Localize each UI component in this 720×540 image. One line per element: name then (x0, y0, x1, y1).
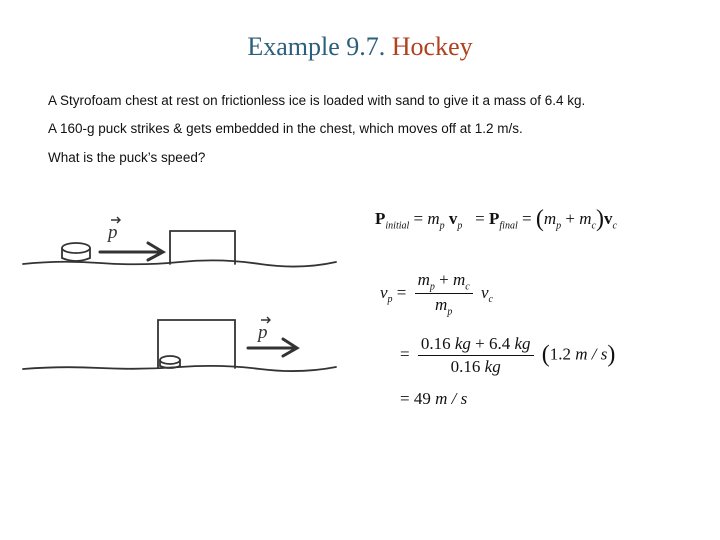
puck-before (62, 243, 90, 253)
problem-line-3: What is the puck’s speed? (48, 150, 206, 165)
problem-line-1: A Styrofoam chest at rest on frictionless ice is loaded with sand to give it a mass of 6.4 kg. (48, 93, 586, 108)
equation-solve-for-vp: $v_p$ = $\frac{m_p + m_c}{m_p}$ $v_c$ (380, 270, 493, 318)
puck-after (160, 356, 180, 364)
fraction-masses: $\frac{m_p + m_c}{m_p}$ (415, 270, 473, 318)
chest-after (158, 320, 235, 368)
momentum-label-before: p (108, 222, 118, 243)
momentum-arrow-before (100, 243, 163, 260)
equation-result: = 49 m / s (400, 389, 468, 408)
equation-substitution: = $\frac{0.16 kg + 6.4 kg}{0.16 kg}$ (1.2 m / s) (400, 334, 616, 376)
collision-sketch (20, 200, 340, 380)
fraction-values: $\frac{0.16 kg + 6.4 kg}{0.16 kg}$ (418, 334, 534, 377)
title-example-number: Example 9.7. (247, 32, 386, 61)
momentum-label-after: p (258, 322, 268, 343)
problem-line-2: A 160-g puck strikes & gets embedded in the chest, which moves off at 1.2 m/s. (48, 121, 523, 136)
slide-title (0, 32, 720, 62)
title-topic: Hockey (391, 32, 473, 61)
momentum-arrow-after (248, 339, 297, 356)
chest-before (170, 231, 235, 264)
equation-momentum-conservation: $P_{initial} = m_p$ $v_p$ = $P_{final} = (m_p + m_c)v_c$ (375, 206, 617, 232)
